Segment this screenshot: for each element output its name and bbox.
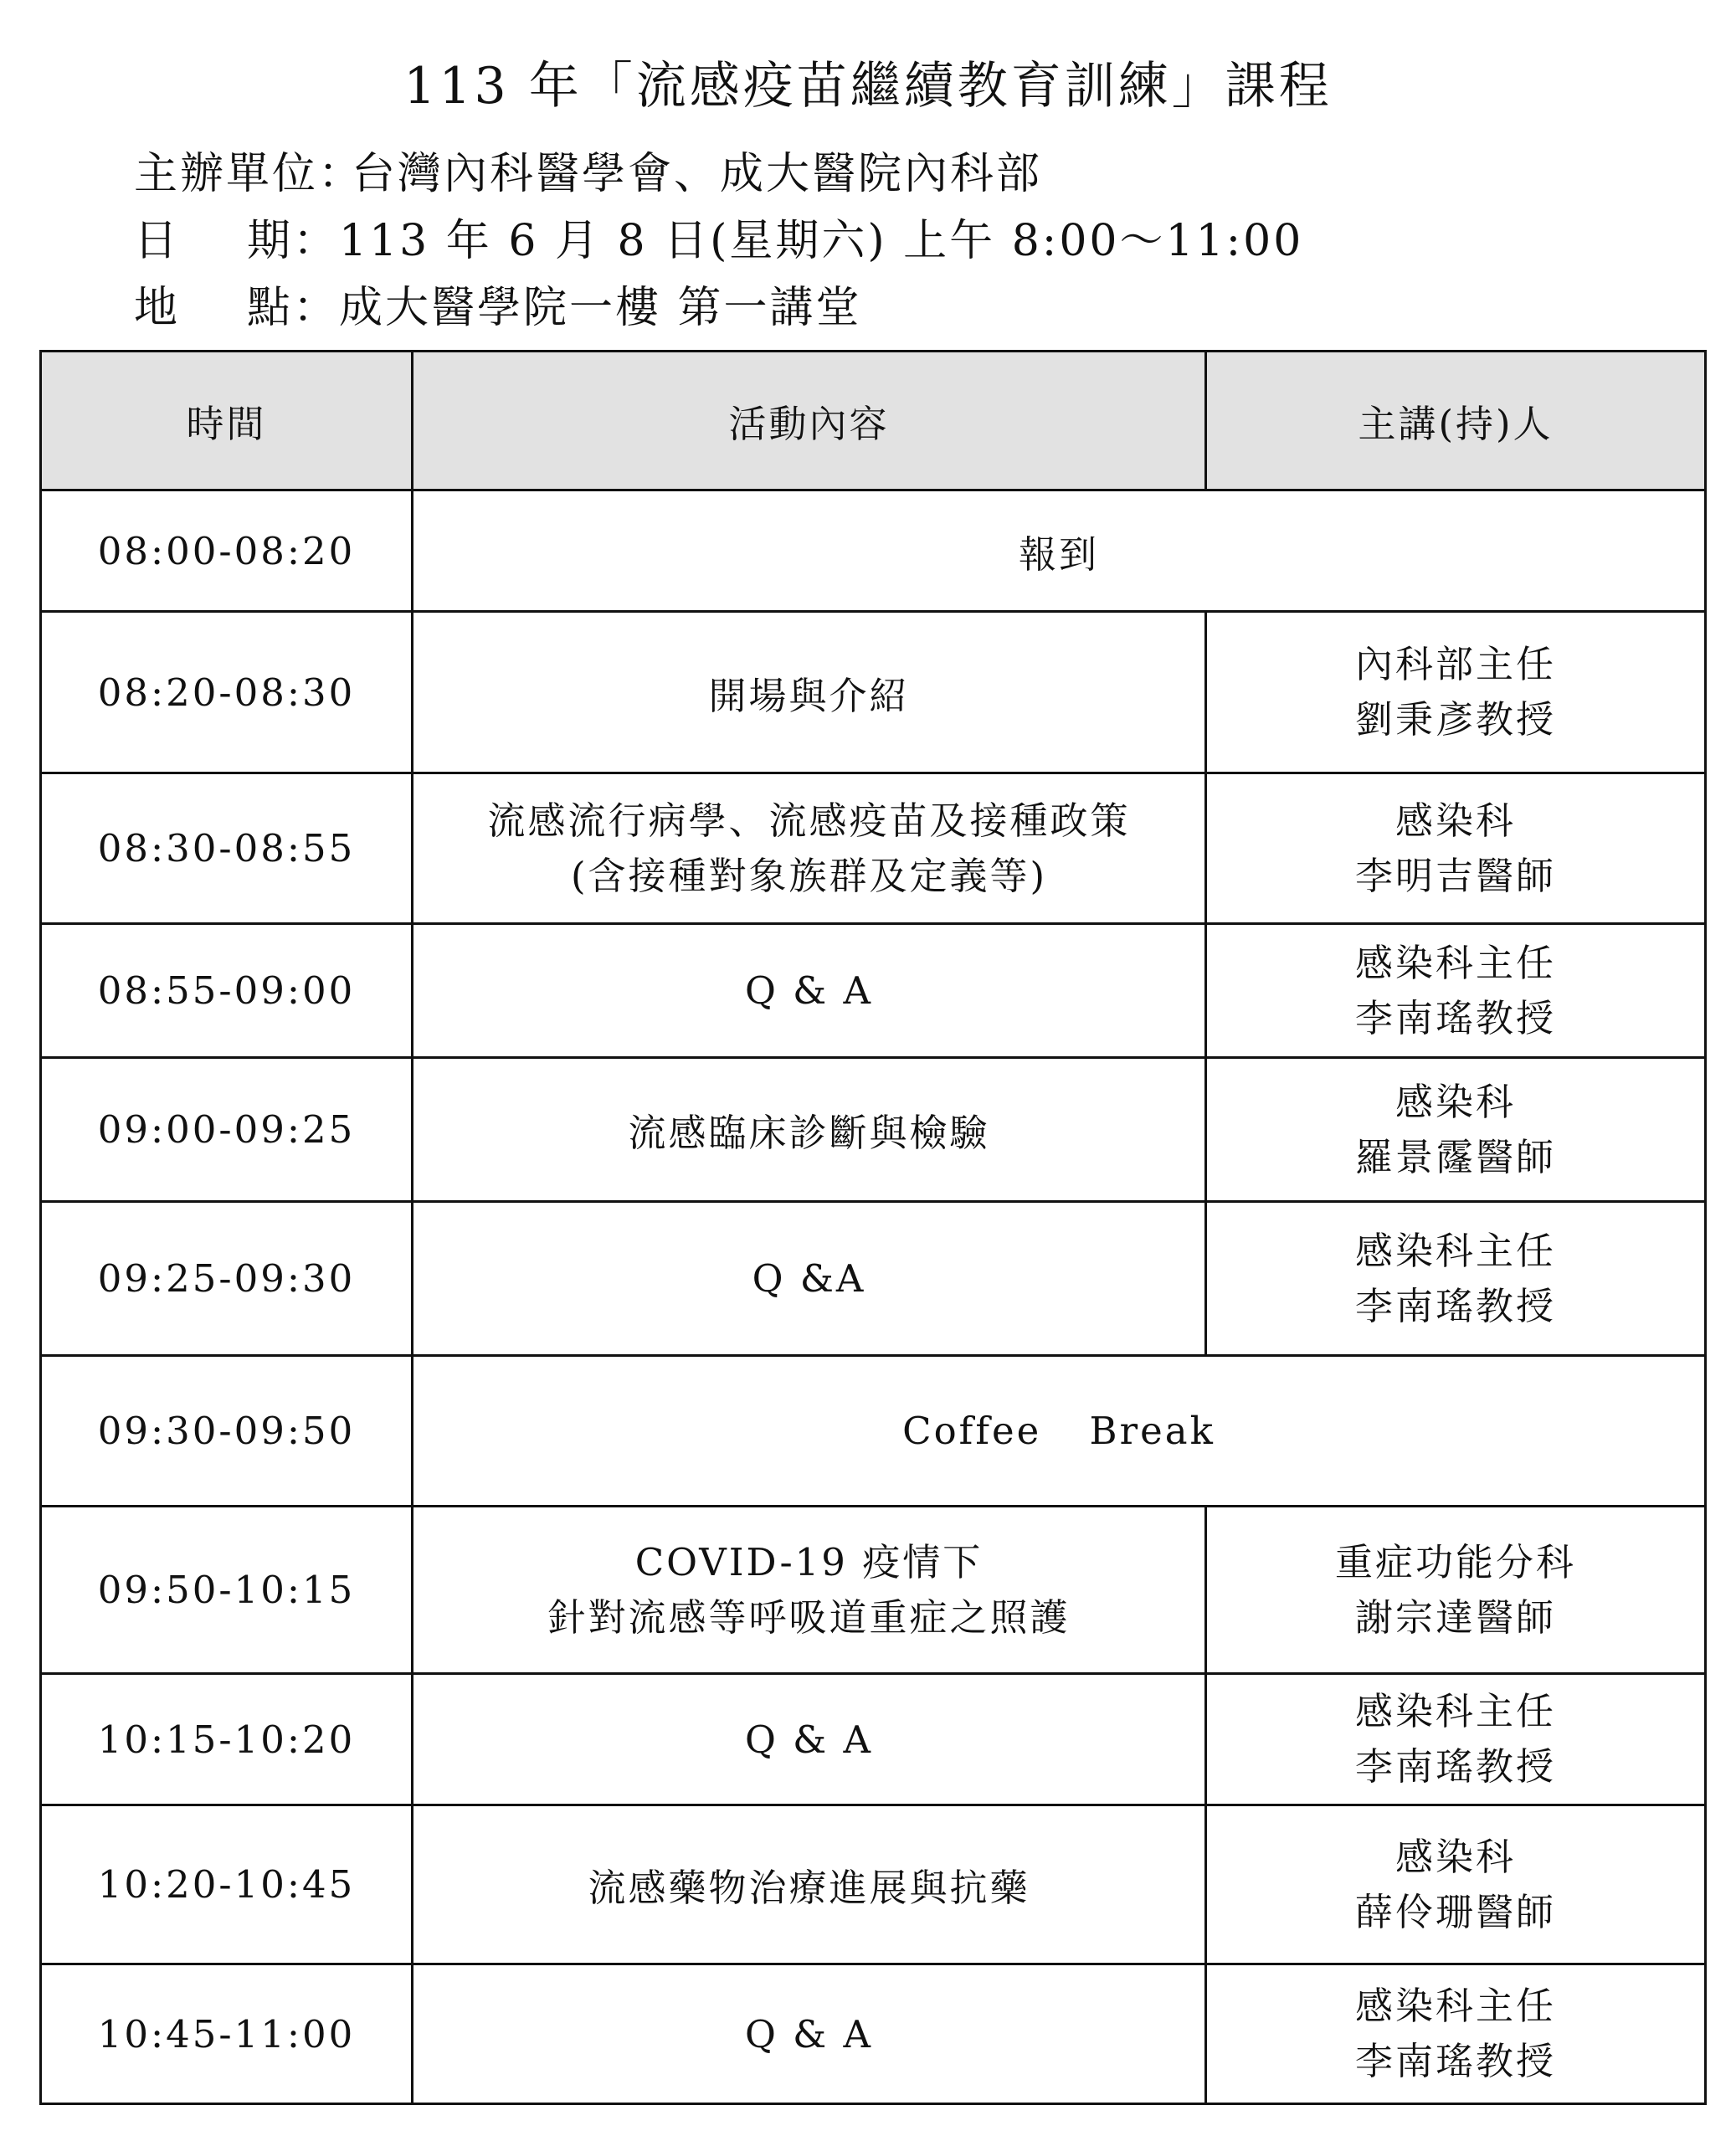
activity-cell [413,924,1206,1058]
date-label-char-1: 日 [134,216,181,266]
time-cell: 08:20-08:30 [41,612,413,773]
activity-cell [413,612,1206,773]
time-cell: 09:30-09:50 [41,1356,413,1507]
place-label [134,275,293,341]
speaker-text: 李南瑤教授 [1354,2039,1556,2083]
activity-text: Q & A [744,1717,874,1762]
header-activity: 活動內容 [413,352,1206,490]
time-cell: 10:15-10:20 [41,1674,413,1805]
speaker-text: 感染科 [1394,1079,1516,1124]
speaker-cell [1206,1805,1706,1964]
speaker-cell [1206,1507,1706,1674]
speaker-cell [1206,1674,1706,1805]
header-time: 時間 [41,352,413,490]
place-value: 成大醫學院一樓 第一講堂 [339,283,862,333]
speaker-text: 劉秉彥教授 [1354,697,1556,742]
time-cell: 08:55-09:00 [41,924,413,1058]
page-title: 113 年「流感疫苗繼續教育訓練」課程 [403,57,1333,116]
table-row [41,1356,1706,1507]
activity-merged-cell [413,1356,1706,1507]
speaker-text: 李南瑤教授 [1354,1283,1556,1328]
speaker-cell [1206,924,1706,1058]
activity-text: 流感流行病學、流感疫苗及接種政策 [487,798,1131,843]
table-row [41,612,1706,773]
activity-cell [413,773,1206,924]
speaker-cell [1206,1058,1706,1202]
table-row [41,773,1706,924]
table-row [41,924,1706,1058]
organizer-line [134,141,1303,208]
speaker-text: 感染科主任 [1354,1984,1556,2028]
activity-text: Q & A [744,968,874,1013]
activity-text: 流感藥物治療進展與抗藥 [588,1866,1030,1910]
speaker-text: 感染科主任 [1354,1228,1556,1273]
activity-text: 流感臨床診斷與檢驗 [628,1111,990,1155]
activity-text: COVID-19 疫情下 [634,1539,984,1584]
date-value: 113 年 6 月 8 日(星期六) 上午 8:00～11:00 [339,216,1304,266]
table-row [41,1674,1706,1805]
speaker-cell [1206,1964,1706,2104]
organizer-label: 主辦單位： [134,149,365,199]
activity-text: Q & A [744,2011,874,2056]
activity-cell [413,1202,1206,1356]
activity-cell [413,1805,1206,1964]
activity-text: Q &A [752,1256,866,1301]
activity-text: 報到 [1018,531,1099,577]
speaker-text: 感染科主任 [1354,1689,1556,1733]
date-line [134,208,1303,275]
event-info [134,141,1303,341]
place-separator: ： [293,283,340,333]
time-cell: 09:50-10:15 [41,1507,413,1674]
speaker-cell [1206,1202,1706,1356]
activity-cell [413,1058,1206,1202]
schedule-body [41,490,1706,2104]
time-cell: 09:25-09:30 [41,1202,413,1356]
header-row [41,352,1706,490]
activity-cell [413,1964,1206,2104]
speaker-text: 重症功能分科 [1334,1539,1576,1584]
date-label-char-2: 期 [246,216,293,266]
schedule-table [39,350,1707,2105]
table-row [41,1202,1706,1356]
table-row [41,490,1706,612]
time-cell: 08:30-08:55 [41,773,413,924]
speaker-cell [1206,773,1706,924]
time-cell: 08:00-08:20 [41,490,413,612]
speaker-text: 感染科 [1394,798,1516,843]
place-line [134,275,1303,341]
date-label [134,208,293,275]
place-label-char-1: 地 [134,283,181,333]
time-cell: 10:45-11:00 [41,1964,413,2104]
date-separator: ： [293,216,340,266]
speaker-text: 薛伶珊醫師 [1354,1889,1556,1934]
time-cell: 09:00-09:25 [41,1058,413,1202]
table-row [41,1507,1706,1674]
speaker-text: 感染科 [1394,1834,1516,1879]
speaker-text: 李南瑤教授 [1354,995,1556,1040]
activity-cell [413,1674,1206,1805]
speaker-text: 內科部主任 [1354,642,1556,686]
speaker-text: 謝宗達醫師 [1354,1594,1556,1640]
time-cell: 10:20-10:45 [41,1805,413,1964]
table-row [41,1964,1706,2104]
activity-text: (含接種對象族群及定義等) [570,853,1048,898]
activity-merged-cell [413,490,1706,612]
header-speaker: 主講(持)人 [1206,352,1706,490]
table-row [41,1058,1706,1202]
speaker-text: 李南瑤教授 [1354,1744,1556,1789]
place-label-char-2: 點 [246,283,293,333]
activity-cell [413,1507,1206,1674]
speaker-text: 李明吉醫師 [1354,853,1556,898]
table-row [41,1805,1706,1964]
speaker-cell [1206,612,1706,773]
activity-text: Coffee Break [902,1409,1215,1453]
organizer-value: 台灣內科醫學會、成大醫院內科部 [352,149,1043,199]
speaker-text: 羅景霳醫師 [1354,1134,1556,1179]
speaker-text: 感染科主任 [1354,940,1556,985]
activity-text: 開場與介紹 [708,673,910,718]
activity-text: 針對流感等呼吸道重症之照護 [547,1594,1071,1640]
